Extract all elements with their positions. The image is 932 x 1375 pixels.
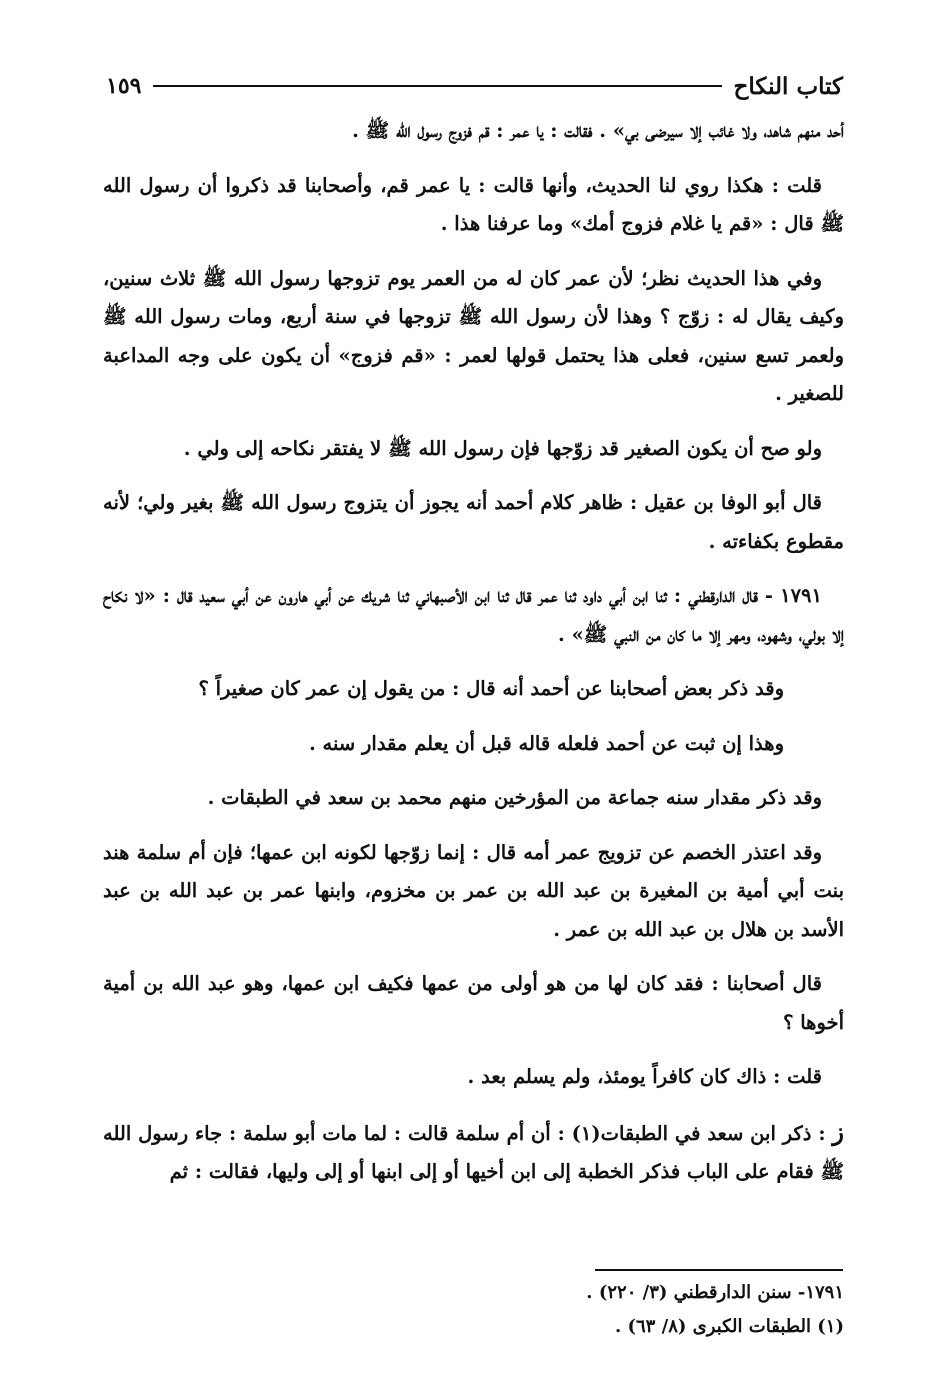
chapter-title: كتاب النكاح: [733, 72, 843, 100]
paragraph-13-text: : ذكر ابن سعد في الطبقات(١) : أن أم سلمة قالت : لما مات أبو سلمة : جاء رسول الله ﷺ فقام على الباب فذكر الخطبة إلى ابن أخيها أو إلى ابنها أو إلى وليها، فقالت : ثم: [103, 1121, 844, 1183]
paragraph-7: وقد ذكر بعض أصحابنا عن أحمد أنه قال : من يقول إن عمر كان صغيراً ؟: [198, 677, 784, 700]
footnote-rule: [595, 1269, 843, 1271]
paragraph-5: قال أبو الوفا بن عقيل : ظاهر كلام أحمد أنه يجوز أن يتزوج رسول الله ﷺ بغير ولي؛ لأنه مقطوع بكفاءته .: [103, 491, 844, 553]
page-number: ١٥٩: [106, 73, 142, 99]
paragraph-11: قال أصحابنا : فقد كان لها من هو أولى من عمها فكيف ابن عمها، وهو عبد الله بن أمية أخوها ؟: [103, 972, 844, 1034]
footnote-1: (١) الطبقات الكبرى (٨/ ٦٣) .: [614, 1316, 844, 1337]
paragraph-4: ولو صح أن يكون الصغير قد زوّجها فإن رسول الله ﷺ لا يفتقر نكاحه إلى ولي .: [183, 436, 822, 460]
paragraph-12: قلت : ذاك كان كافراً يومئذ، ولم يسلم بعد .: [467, 1065, 822, 1088]
annotation-mark: ز: [832, 1116, 844, 1146]
footnotes: [103, 1276, 844, 1344]
paragraph-10: وقد اعتذر الخصم عن تزويج عمر أمه قال : إنما زوّجها لكونه ابن عمها؛ فإن أم سلمة هند بنت أبي أمية بن المغيرة بن عبد الله بن عمر بن مخزوم، وابنها عمر بن عبد الله بن عبد الأسد بن هلال بن عبد الله بن عمر .: [103, 840, 844, 941]
paragraph-1: أحد منهم شاهد، ولا غائب إلا سيرضى بي» . فقالت : يا عمر : قم فزوج رسول الله ﷺ .: [352, 119, 844, 142]
running-header: [106, 66, 843, 106]
paragraph-3: وفي هذا الحديث نظر؛ لأن عمر كان له من العمر يوم تزوجها رسول الله ﷺ ثلاث سنين، وكيف يقال له : زوّج ؟ وهذا لأن رسول الله ﷺ تزوجها في سنة أربع، ومات رسول الله ﷺ ولعمر تسع سنين، فعلى هذا يحتمل قولها لعمر : «قم فزوج» أن يكون على وجه المداعبة للصغير .: [103, 266, 844, 405]
paragraph-2: قلت : هكذا روي لنا الحديث، وأنها قالت : يا عمر قم، وأصحابنا قد ذكروا أن رسول الله ﷺ قال : «قم يا غلام فزوج أمك» وما عرفنا هذا .: [103, 173, 844, 235]
paragraph-8: وهذا إن ثبت عن أحمد فلعله قاله قبل أن يعلم مقدار سنه .: [308, 731, 784, 755]
header-rule: [153, 85, 721, 87]
paragraph-13: [103, 1113, 844, 1192]
paragraph-9: وقد ذكر مقدار سنه جماعة من المؤرخين منهم محمد بن سعد في الطبقات .: [207, 786, 822, 809]
hadith-1791: ١٧٩١ - قال الدارقطني : ثنا ابن أبي داود ثنا عمر قال ثنا ابن الأصبهاني ثنا شريك عن أبي هارون عن أبي سعيد قال : «لا نكاح إلا بولي، وشهود، ومهر إلا ما كان من النبي ﷺ» .: [103, 584, 844, 646]
footnote-1791: ١٧٩١- سنن الدارقطني (٣/ ٢٢٠) .: [586, 1282, 844, 1303]
page-body: [103, 112, 844, 1208]
